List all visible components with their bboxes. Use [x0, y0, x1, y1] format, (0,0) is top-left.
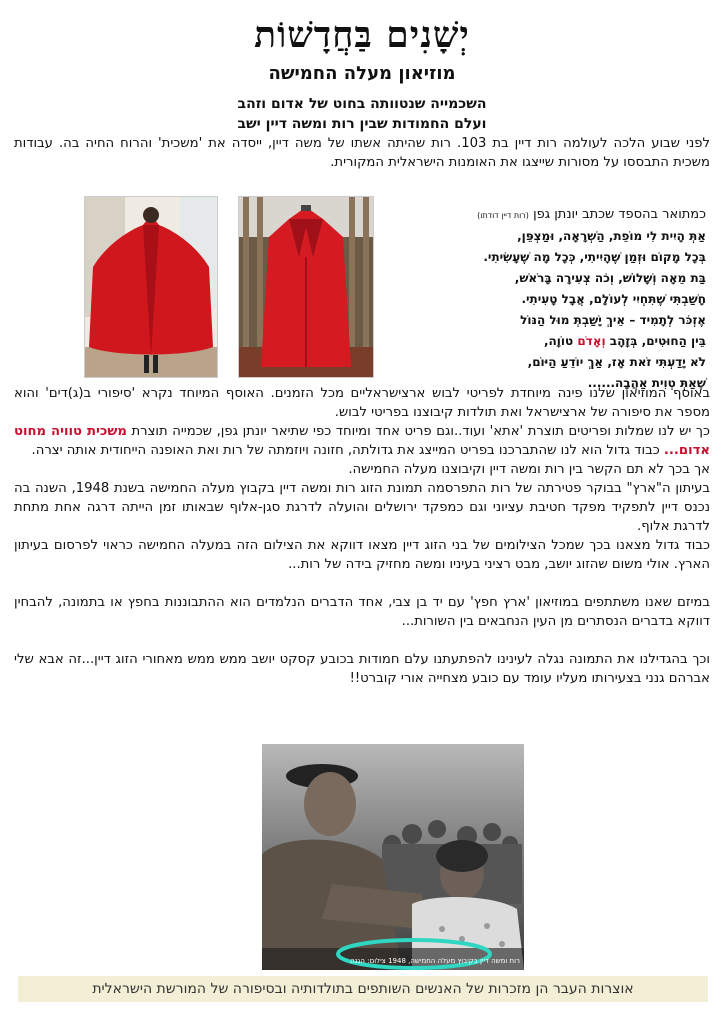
haaretz-text: בעיתון ה"ארץ" בבוקר פטירתה של רות התפרסמה תמונת הזוג רות ומשה דיין בקבוץ מעלה החמישה בשנת 1948, השנה בה נכנס דיין לתפקיד מפקד חטיבת עציוני וגם כמפקד ירושלים והועלה לדרגת סגן-אלוף שבאותו זמן הייתה דרגה אחת מתחת לדרגת אלוף. — [14, 481, 710, 534]
cape-text-red: משכית טוויה מחוט אדום... — [14, 424, 710, 458]
photo-caption: רות ומשה דיין בקיבוץ מעלה החמישה, 1948 צילום: הגנה — [350, 957, 520, 965]
page-title: יְשָׁנִים בַּחֲדָשׁוֹת — [254, 14, 470, 56]
footer-banner: אוצרות העבר הן מזכרות של האנשים השותפים בתולדותיה ובסיפורה של המורשת הישראלית — [18, 976, 708, 1002]
poem-line-4: חָשַׁבְתִּי שֶׁתִּחְיִי לְעוֹלָם, אֲבָל טָעִיתִי. — [521, 292, 706, 306]
discovery-text: וכך בהגדילנו את התמונה נגלה לעינינו להפתעתנו עלם חמודות בכובע קסקט יושב ממש ממש מאחורי הזוג דיין...זה אבא שלי אברהם גנני בצעירותו מעליו עומד עם כובע מצחייה אורי קוברט!! — [14, 652, 710, 686]
poem-line-2: בְּכָל מָקוֹם וּזְמַן שֶׁהָיִיתִי, כְּכָל מָה שֶׁעָשִׂיתִי. — [483, 250, 706, 264]
poem-block — [406, 204, 706, 394]
collection-text: באוסף המוזיאון שלנו פינה מיוחדת לפריטי לבוש ארצישראליים מכל הזמנים. האוסף המיוחד נקרא 'סיפורי ב(ג)דים' והוא מספר את סיפורה של ארצישראל ואת תולדות קיבוצנו בפריטי לבוש. — [14, 386, 710, 420]
cape-paragraph — [14, 422, 710, 460]
poem-line-8: שֶׁאַתְּ טְוִית אַהֲבָה...... — [587, 376, 706, 390]
headline-line-1: השכמייה שנטוותה בחוט של אדום וזהב — [237, 96, 487, 112]
poem-intro-text: כמתואר בהספד שכתב יונתן גפן — [533, 207, 706, 222]
poem-line-7: לֹא יָדַעְתִּי זֹאת אָז, אַךְ יוֹדֵעַ הַיּוֹם, — [527, 355, 706, 369]
intro-paragraph — [14, 134, 710, 172]
historic-photo — [262, 744, 524, 970]
museum-name: מוזיאון מעלה החמישה — [268, 63, 456, 84]
spacer — [14, 574, 710, 593]
poem-line-1: אַתְּ הָיִית לִי מוֹפֵת, הַשְׁרָאָה, וּמַצְפֵּן, — [517, 229, 706, 243]
cape-text-a: כך יש לנו שמלות ופריטים תוצרת 'אתא' ועוד..וגם פריט אחד ומיוחד כפי שתיאר יונתן גפן, שכמייה תוצרת — [131, 424, 710, 439]
poem-highlight-word: וְאָדֹם — [577, 334, 606, 348]
poem-line-6: בֵּין הַחוּטִים, בְּזָהָב וְאָדֹם טוֹוָה, — [543, 334, 706, 348]
poem-line-3: בַּת מֵאָה וְשָׁלוֹשׁ, וְכֹה צְעִירָה בָּרֹאשׁ, — [514, 271, 706, 285]
poem-intro-note: (רות דיין דודתו) — [477, 211, 529, 220]
poem-intro — [406, 204, 706, 226]
intro-text: לפני שבוע הלכה לעולמה רות דיין בת 103. רות שהיתה אשתו של משה דיין, ייסדה את 'משכית' והרוח החיה בה. עבודות משכית התבססו על מסורות שייצגו את האומנות הישראלית המקורית. — [14, 136, 710, 170]
connection-text: אך בכך לא תם הקשר בין רות ומשה דיין וקיבוצנו מעלה החמישה. — [348, 462, 710, 477]
project-text: במיזם שאנו משתתפים במוזיאון 'ארץ חפץ' עם יד בן צבי, אחד הדברים הנלמדים הוא ההתבוננות בחפץ או בתמונה, להבחין דווקא בדברים הנסתרים מן העין הנחבאים בין השורות... — [14, 595, 710, 629]
spacer — [14, 631, 710, 650]
poem-line-5: אֶזְכֹּר לְתָמִיד – אֵיךְ יָשַׁבְתְּ מוּל הַנּוֹל — [520, 313, 706, 327]
honor-text: כבוד גדול מצאנו בכך שמכל הצילומים של בני הזוג דיין מצאו דווקא את הצילום הזה במעלה החמישה כראוי לפרסום בעיתון הארץ. אולי משום שהזוג יושב, מבט רציני בעיניו ומשה מחזיק בידה של רות... — [14, 538, 710, 572]
collection-paragraph — [14, 384, 710, 688]
headline-line-2: ועלם החמודות שבין רות ומשה דיין ישב — [237, 116, 487, 132]
cape-photo-spread — [84, 196, 218, 378]
cape-text-b: כבוד גדול הוא לנו שהתברכנו בפריט המייצג את גדולתה, חזונה ויוזמתה של רות ואת האופנה הייחודית אותה יצרה. — [31, 443, 660, 458]
cape-photo-hanger — [238, 196, 374, 378]
